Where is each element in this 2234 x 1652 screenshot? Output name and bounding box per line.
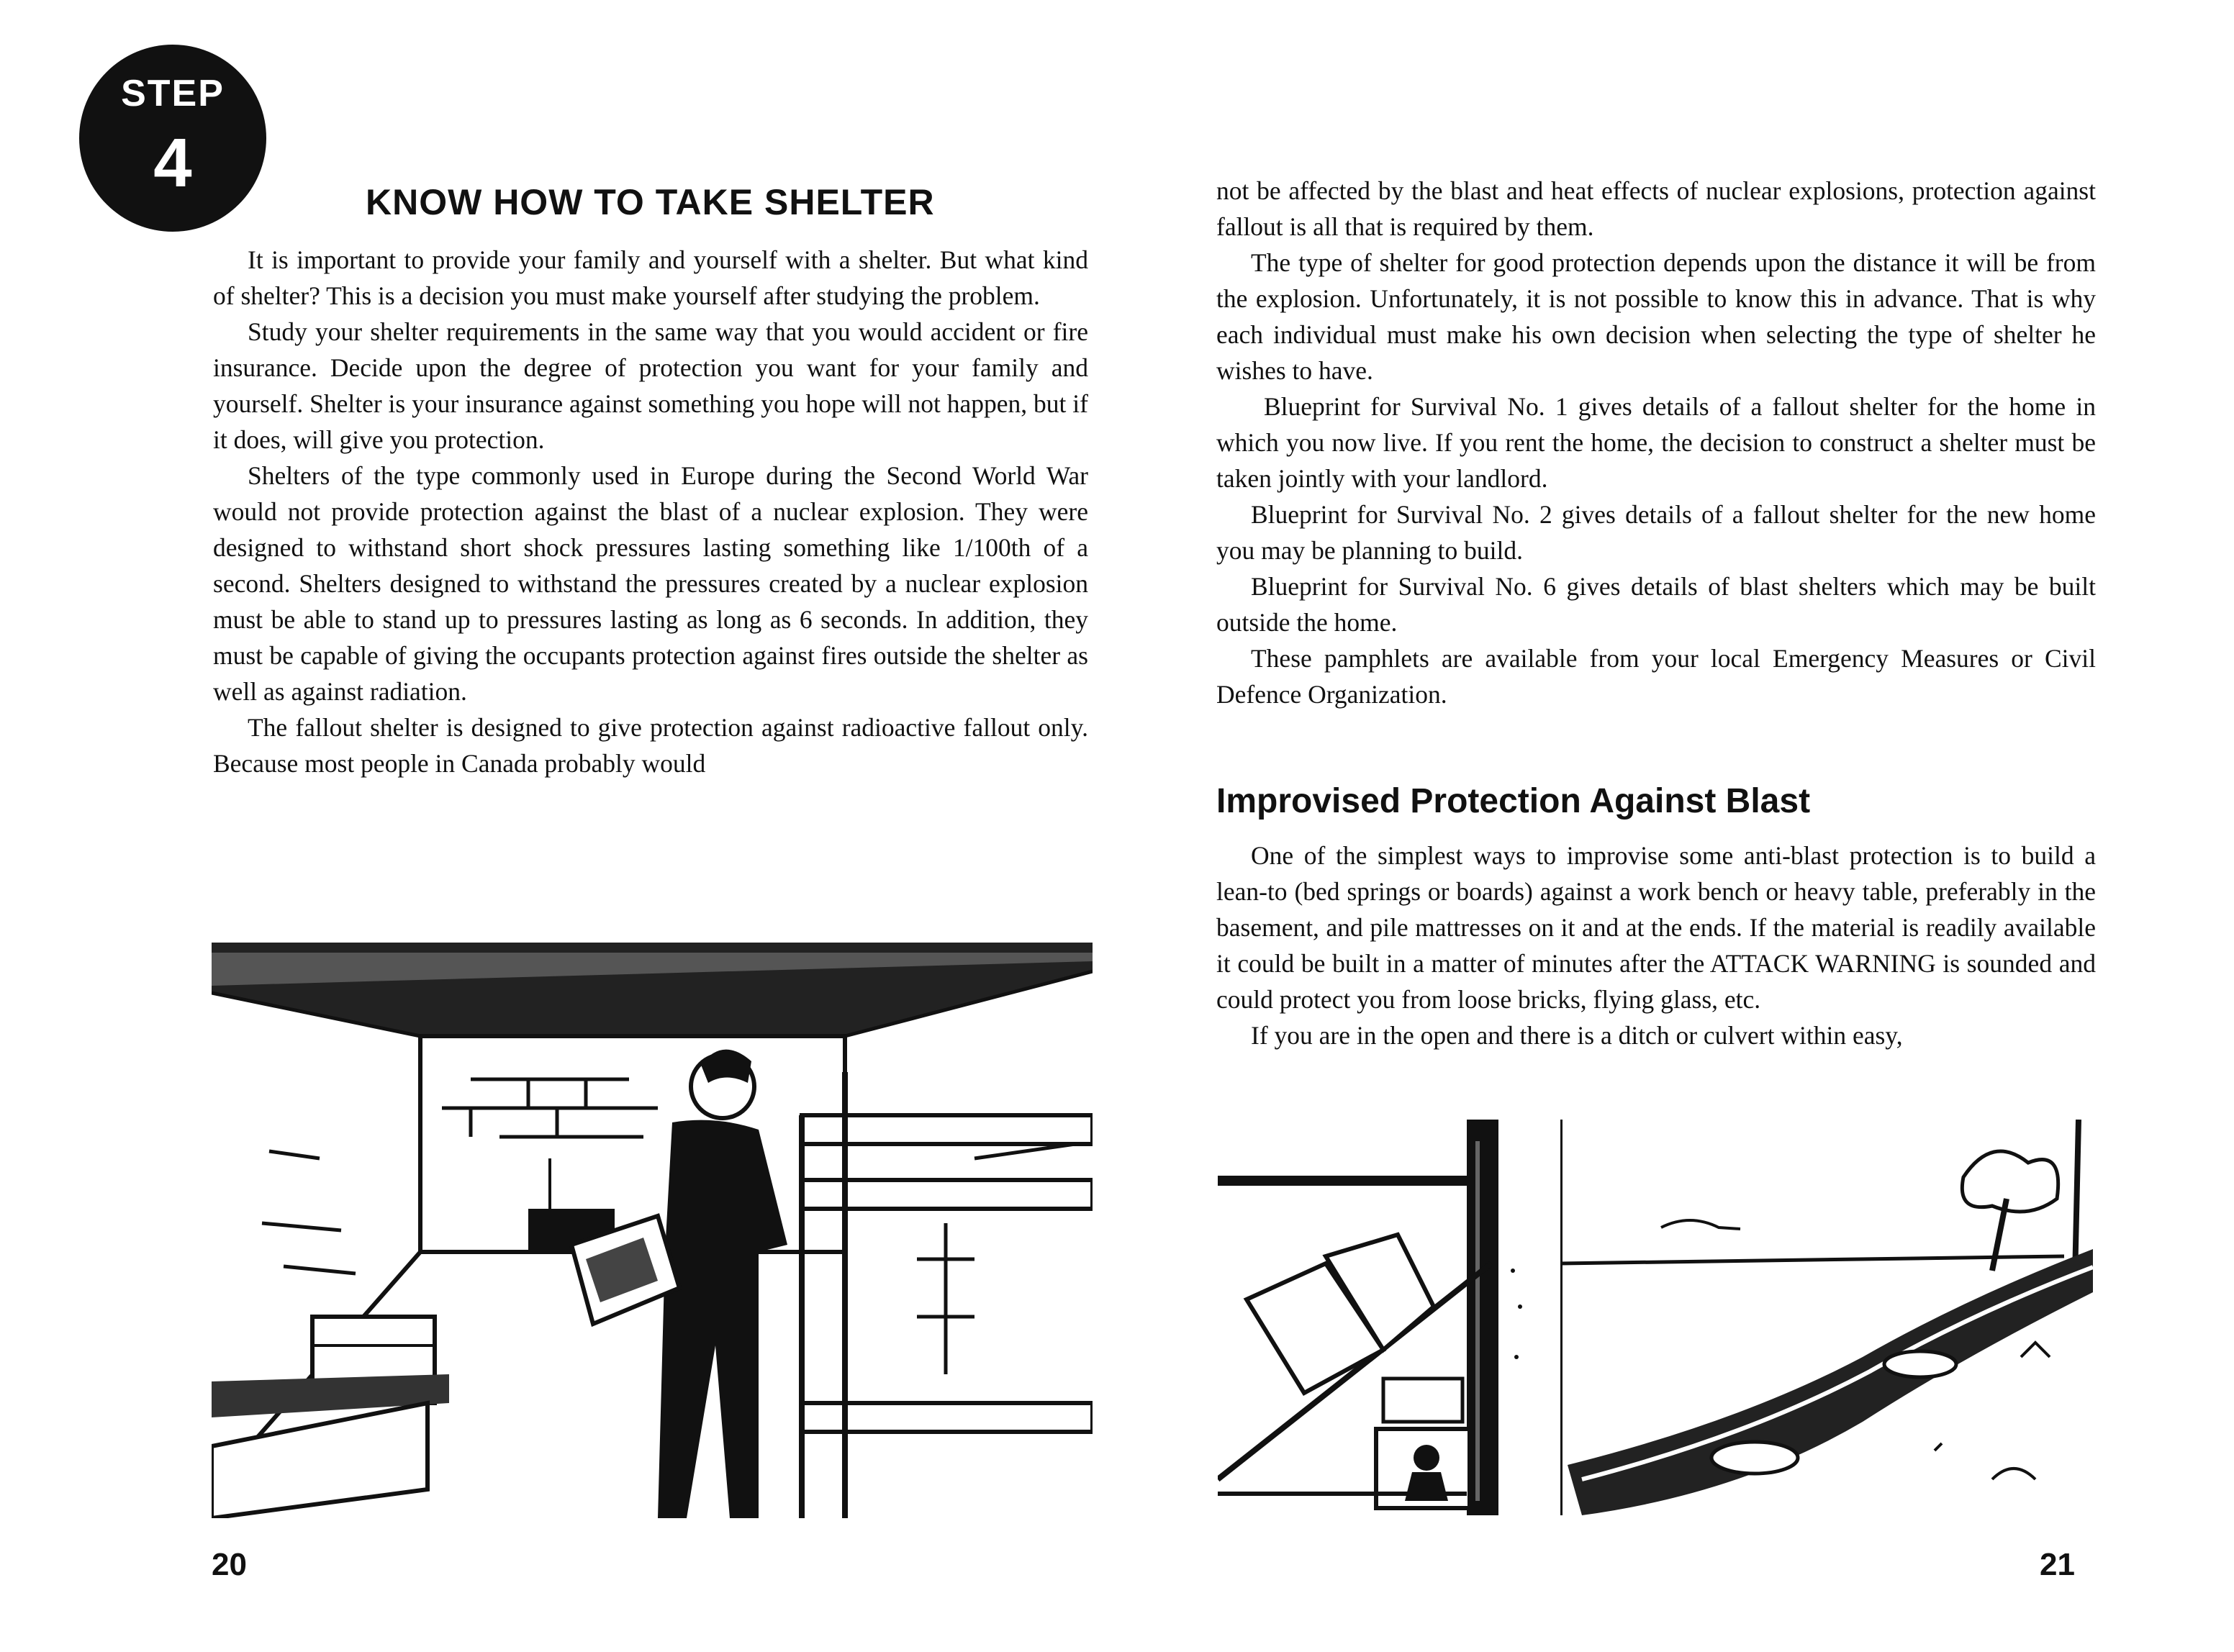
- right-page: [1117, 0, 2234, 1652]
- step-number: 4: [153, 124, 192, 201]
- page-title: KNOW HOW TO TAKE SHELTER: [366, 182, 935, 222]
- paragraph: The type of shelter for good protection depends upon the distance it will be from the explosion. Unfortunately, it is not possible to know this in advance. That is why each individual must make his own decision when selecting the type of shelter he wishes to have.: [1216, 248, 2096, 385]
- paragraph: It is important to provide your family and yourself with a shelter. But what kind of shelter? This is a decision you must make yourself after studying the problem.: [213, 245, 1088, 310]
- paragraph: not be affected by the blast and heat effects of nuclear explosions, protection against fallout is all that is required by them.: [1216, 176, 2096, 241]
- paragraph: These pamphlets are available from your local Emergency Measures or Civil Defence Organization.: [1216, 644, 2096, 709]
- paragraph: One of the simplest ways to improvise some anti-blast protection is to build a lean-to (bed springs or boards) against a work bench or heavy table, preferably in the basement, and pile mattresses on it and at the ends. If the material is readily available it could be built in a matter of minutes after the ATTACK WARNING is sounded and could protect you from loose bricks, flying glass, etc.: [1216, 841, 2096, 1014]
- paragraph: Study your shelter requirements in the same way that you would accident or fire insurance. Decide upon the degree of protection you want for your family and yourself. Shelter is your insurance against something you hope will not happen, but if it does, will give you protection.: [213, 317, 1088, 454]
- basement-shelter-illustration: [212, 943, 1093, 1518]
- lean-to-illustration: [1218, 1120, 1549, 1515]
- step-label: STEP: [121, 73, 225, 114]
- paragraph: If you are in the open and there is a ditch or culvert within easy,: [1251, 1021, 1903, 1050]
- right-body-text: [1216, 173, 2096, 712]
- paragraph: Blueprint for Survival No. 2 gives details of a fallout shelter for the new home you may be planning to build.: [1216, 500, 2096, 565]
- paragraph: The fallout shelter is designed to give protection against radioactive fallout only. Because most people in Canada probably would: [213, 713, 1088, 778]
- paragraph: Blueprint for Survival No. 6 gives details of blast shelters which may be built outside the home.: [1216, 572, 2096, 637]
- page-number: 21: [2040, 1547, 2075, 1582]
- ditch-illustration: [1560, 1120, 2093, 1515]
- page-number: 20: [212, 1547, 247, 1582]
- paragraph: Blueprint for Survival No. 1 gives details of a fallout shelter for the home in which you now live. If you rent the home, the decision to construct a shelter must be taken jointly with your landlord.: [1216, 392, 2096, 493]
- paragraph: Shelters of the type commonly used in Europe during the Second World War would not provide protection against the blast of a nuclear explosion. They were designed to withstand short shock pressures lasting something like 1/100th of a second. Shelters designed to withstand the pressures created by a nuclear explosion must be able to stand up to pressures lasting as long as 6 seconds. In addition, they must be capable of giving the occupants protection against fires outside the shelter as well as against radiation.: [213, 461, 1088, 706]
- section-heading: Improvised Protection Against Blast: [1216, 782, 1811, 820]
- left-body-text: [213, 242, 1088, 781]
- blast-protection-text: [1216, 838, 2096, 1053]
- step-badge: [79, 45, 266, 232]
